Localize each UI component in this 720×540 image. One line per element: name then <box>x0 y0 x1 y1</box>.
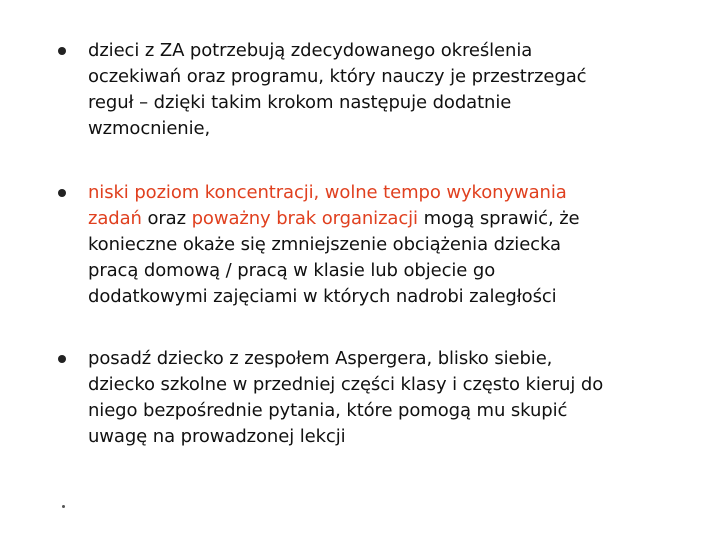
bullet-line: konieczne okaże się zmniejszenie obciążenia dziecka <box>88 234 561 255</box>
bullet-line: pracą domową / pracą w klasie lub objecie go <box>88 260 496 281</box>
bullet-line: niego bezpośrednie pytania, które pomogą mu skupić <box>88 400 568 421</box>
bullet-line: reguł – dzięki takim krokom następuje dodatnie <box>88 92 512 113</box>
plain-phrase: mogą sprawić, że <box>417 208 580 229</box>
bullet-text <box>88 180 673 310</box>
bullet-line-mixed <box>88 206 673 232</box>
bullet-line: dzieci z ZA potrzebują zdecydowanego określenia <box>88 40 533 61</box>
bullet-line: uwagę na prowadzonej lekcji <box>88 426 346 447</box>
bullet-line: oczekiwań oraz programu, który nauczy je przestrzegać <box>88 66 587 87</box>
bullet-line: dodatkowymi zajęciami w których nadrobi zaległości <box>88 286 557 307</box>
accent-phrase: zadań <box>88 208 142 229</box>
empty-bullet-marker <box>62 505 65 508</box>
bullet-line: posadź dziecko z zespołem Aspergera, blisko siebie, <box>88 348 553 369</box>
bullet-line: wzmocnienie, <box>88 118 211 139</box>
bullet-item-1 <box>58 38 678 148</box>
bullet-dot <box>58 355 66 363</box>
bullet-item-2 <box>58 180 678 320</box>
bullet-text <box>88 38 673 142</box>
bullet-dot <box>58 47 66 55</box>
plain-phrase: oraz <box>141 208 192 229</box>
bullet-dot <box>58 189 66 197</box>
bullet-text <box>88 346 673 450</box>
bullet-item-3 <box>58 346 678 456</box>
accent-phrase: poważny brak organizacji <box>191 208 418 229</box>
bullet-line-accent: niski poziom koncentracji, wolne tempo wykonywania <box>88 182 567 203</box>
bullet-line: dziecko szkolne w przedniej części klasy i często kieruj do <box>88 374 604 395</box>
